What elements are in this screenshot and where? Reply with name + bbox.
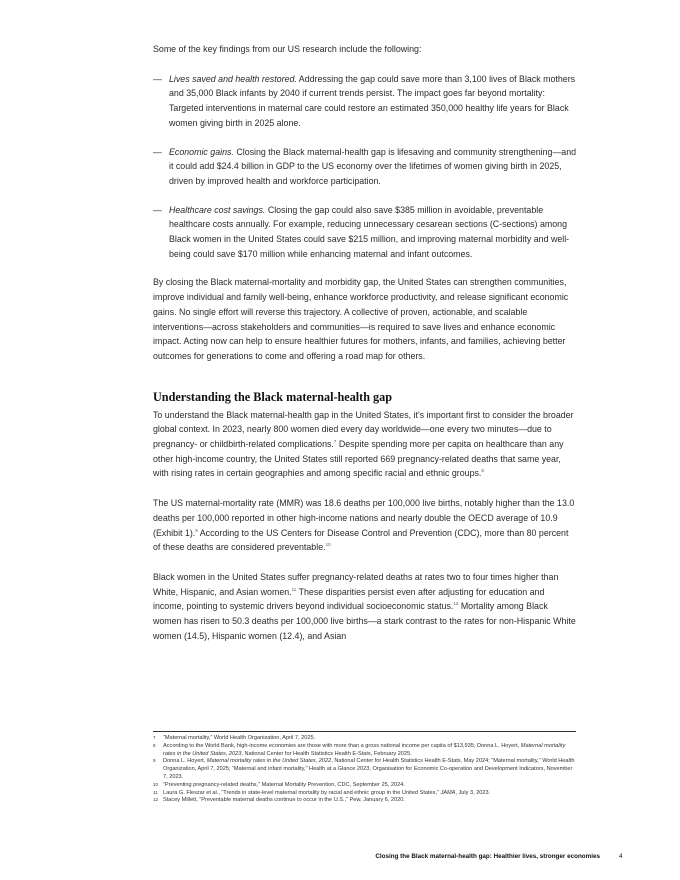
footnote-ref[interactable]: 8	[481, 468, 484, 474]
footnote-number: 8	[153, 742, 156, 748]
text: Black women in the United States suffer pregnancy-related deaths at rates two to four times higher than White, Hispanic, and Asian women.	[153, 571, 559, 597]
footnote-number: 7	[153, 735, 156, 740]
footnotes	[153, 731, 576, 805]
section-heading: Understanding the Black maternal-health gap	[153, 389, 393, 404]
footnote-text: Stacey Millett, “Preventable maternal deaths continue to occur in the U.S.,” Pew, January 6, 2020.	[163, 797, 405, 804]
closing-paragraph: By closing the Black maternal-mortality and morbidity gap, the United States can strengthen communities, improve individual and family well-being, enhance workforce productivity, and release significant economic gains. No single effort will reverse this trajectory. A collective of proven, actionable, and scalable interventions—across stakeholders and communities—is required to save lives and enhance economic impact. Acting now can help to ensure healthier futures for mothers, infants, and families, achieving better outcomes for generations to come and offering a road map for others.	[153, 277, 569, 361]
footnote-item	[153, 790, 576, 798]
text: Mortality among Black women has risen to 50.3 deaths per 100,000 live births—a stark contrast to the rates for non-Hispanic White women (14.5), Hispanic women (12.4), and Asian	[153, 601, 576, 641]
section-paragraph-1	[153, 408, 577, 482]
section-paragraph-2	[153, 496, 577, 555]
main-content	[153, 42, 577, 644]
text: The US maternal-mortality rate (MMR) was 18.6 deaths per 100,000 live births, notably higher than the 13.0 deaths per 100,000 reported in other high-income nations and nearly double the OECD average of 10.9 (Exhibit 1).	[153, 498, 575, 538]
finding-cost-savings	[153, 203, 577, 262]
page-number: 4	[619, 853, 623, 860]
finding-lead: Lives saved and health restored.	[169, 73, 297, 84]
footnote-text: , National Center for Health Statistics Health E-Stats, February 2025.	[241, 750, 412, 757]
finding-economic-gains	[153, 145, 577, 189]
intro-paragraph: Some of the key findings from our US research include the following:	[153, 44, 422, 54]
footnote-ref[interactable]: 11	[291, 586, 297, 592]
footnote-text: Laura G. Fleszar et al., “Trends in state-level maternal mortality by racial and ethnic group in the United States,”	[163, 789, 441, 796]
text: Despite spending more per capita on healthcare than any other high-income country, the United States still reported 669 pregnancy-related deaths that same year, with rising rates in certain geographies and among specific racial and ethnic groups.	[153, 439, 564, 479]
bullet-dash: —	[153, 146, 162, 157]
text: To understand the Black maternal-health gap in the United States, it's important first to consider the broader global context. In 2023, nearly 800 women died every day worldwide—one every two minutes—due to pregnancy- or childbirth-related complications.	[153, 409, 574, 450]
footnote-ref[interactable]: 10	[325, 542, 331, 548]
text: These disparities persist even after adjusting for education and income, pointing to systemic drivers beyond individual socioeconomic status.	[153, 586, 545, 612]
footnote-ref[interactable]: 9	[195, 527, 198, 533]
footnote-text: “Maternal mortality,” World Health Organization, April 7, 2025.	[163, 735, 316, 741]
finding-text: Closing the gap could also save $385 million in avoidable, preventable healthcare costs annually. For example, reducing unnecessary cesarean sections (C-sections) among Black women in the United States could save $215 million, and improving maternal morbidity and well-being could save $170 million while enhancing maternal and infant outcomes.	[169, 204, 570, 259]
finding-text: Closing the Black maternal-health gap is lifesaving and community strengthening—and it could add $24.4 billion in GDP to the US economy over the lifetimes of women giving birth in 2025, driven by improved health and workforce participation.	[169, 146, 577, 186]
footnote-item	[153, 782, 576, 790]
footnote-number: 12	[153, 797, 159, 803]
footnote-ref[interactable]: 7	[333, 439, 337, 445]
footnote-item	[153, 797, 576, 805]
footnote-text: “Preventing pregnancy-related deaths,” Maternal Mortality Prevention, CDC, September 25, 2024.	[163, 781, 405, 788]
footnote-item	[153, 735, 576, 743]
text: According to the US Centers for Disease Control and Prevention (CDC), more than 80 percent of these deaths are considered preventable.	[153, 527, 569, 553]
footnote-text: , National Center for Health Statistics Health E-Stats, May 2024; “Maternal mortality,” World Health Organization, April 7, 2025; “Maternal and infant mortality,” Health at a Glance 2023, Organisation for Economic Co-operation and Development Indicators, November 7, 2023.	[163, 758, 575, 780]
footnote-item	[153, 758, 576, 781]
footnote-item	[153, 743, 576, 759]
finding-text: Addressing the gap could save more than 3,100 lives of Black mothers and 35,000 Black infants by 2040 if current trends persist. The impact goes far beyond mortality: Targeted interventions in maternal care could restore an estimated 350,000 healthy life years for Black women giving birth in 2025 alone.	[169, 73, 576, 128]
footnote-title: JAMA	[440, 789, 456, 796]
finding-lead: Economic gains.	[169, 146, 234, 157]
finding-lives-saved	[153, 72, 577, 131]
footnote-number: 11	[153, 789, 158, 795]
footnote-text: Donna L. Hoyert,	[163, 758, 207, 765]
footnote-text: According to the World Bank, high-income economies are those with more than a gross national income per capita of $13,935; Donna L. Hoyert,	[163, 742, 521, 749]
footnote-title: Maternal mortality rates in the United States, 2023	[163, 742, 566, 757]
footer-title: Closing the Black maternal-health gap: Healthier lives, stronger economies	[375, 853, 600, 860]
footnote-title: Maternal mortality rates in the United States, 2022	[206, 758, 332, 765]
bullet-dash: —	[153, 204, 162, 215]
footnote-text: , July 3, 2023.	[455, 789, 491, 796]
footnote-number: 10	[153, 781, 159, 787]
footnote-number: 9	[153, 758, 156, 764]
section-paragraph-3	[153, 570, 577, 644]
finding-lead: Healthcare cost savings.	[169, 204, 266, 215]
footnote-ref[interactable]: 12	[453, 601, 459, 607]
bullet-dash: —	[153, 73, 162, 84]
